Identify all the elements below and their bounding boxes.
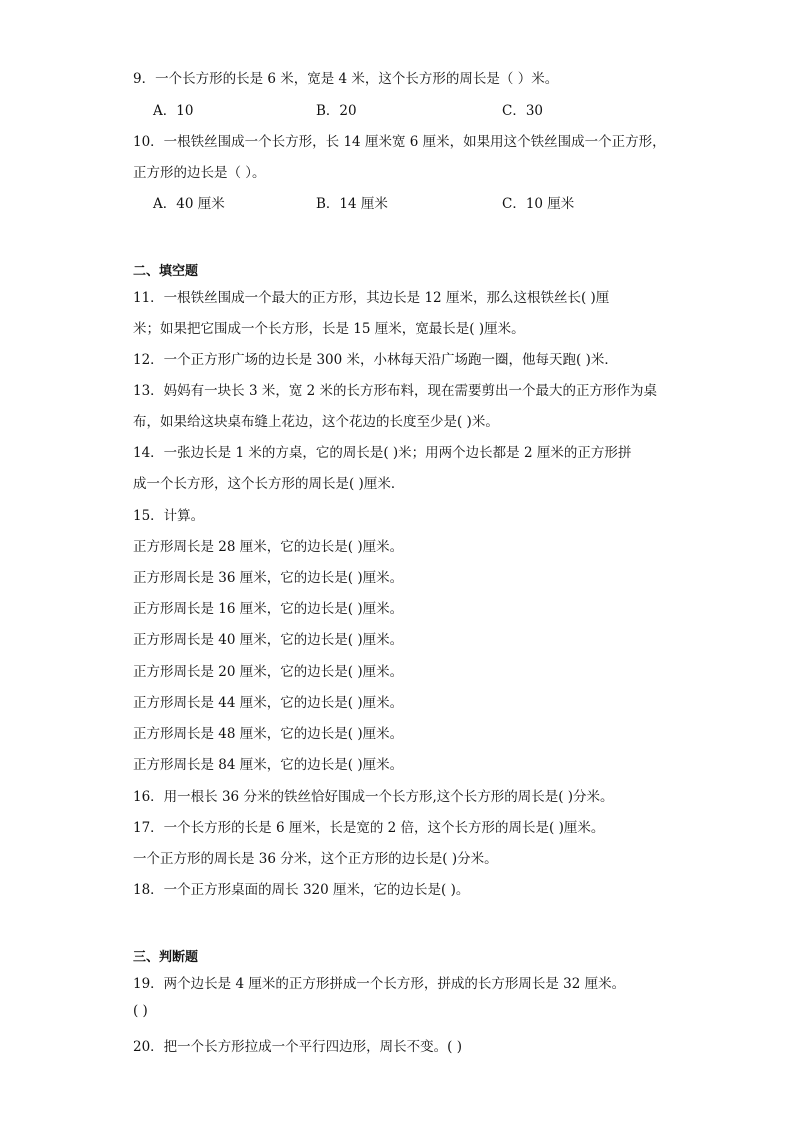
q15-item-1: 正方形周长是 28 厘米，它的边长是( )厘米。 xyxy=(133,539,404,555)
question-13-line-1: 13．妈妈有一块长 3 米，宽 2 米的长方形布料，现在需要剪出一个最大的正方形作为桌 xyxy=(133,383,658,399)
question-10-line-2: 正方形的边长是（ ）。 xyxy=(133,165,266,181)
q15-item-4: 正方形周长是 40 厘米，它的边长是( )厘米。 xyxy=(133,632,404,648)
question-17-line-1: 17．一个长方形的长是 6 厘米，长是宽的 2 倍，这个长方形的周长是( )厘米。 xyxy=(133,820,605,836)
question-17-line-2: 一个正方形的周长是 36 分米，这个正方形的边长是( )分米。 xyxy=(133,851,498,867)
question-11-line-2: 米；如果把它围成一个长方形，长是 15 厘米，宽最长是( )厘米。 xyxy=(133,321,525,337)
question-16: 16．用一根长 36 分米的铁丝恰好围成一个长方形,这个长方形的周长是( )分米。 xyxy=(133,789,614,805)
question-13-line-2: 布，如果给这块桌布缝上花边，这个花边的长度至少是( )米。 xyxy=(133,414,499,430)
q9-option-c: C．30 xyxy=(502,103,544,119)
q9-option-a: A．10 xyxy=(153,103,194,119)
section-fill-in-heading: 二、填空题 xyxy=(133,264,199,279)
q15-item-2: 正方形周长是 36 厘米，它的边长是( )厘米。 xyxy=(133,570,404,586)
question-19-line-1: 19．两个边长是 4 厘米的正方形拼成一个长方形，拼成的长方形周长是 32 厘米。 xyxy=(133,976,626,992)
question-14-line-1: 14．一张边长是 1 米的方桌，它的周长是( )米；用两个边长都是 2 厘米的正方形拼 xyxy=(133,445,632,461)
question-15-title: 15．计算。 xyxy=(133,508,205,524)
q10-option-a: A．40 厘米 xyxy=(153,196,225,212)
question-14-line-2: 成一个长方形，这个长方形的周长是( )厘米． xyxy=(133,476,405,492)
q15-item-7: 正方形周长是 48 厘米，它的边长是( )厘米。 xyxy=(133,726,404,742)
q10-option-b: B．14 厘米 xyxy=(316,196,388,212)
question-20: 20．把一个长方形拉成一个平行四边形，周长不变。( ) xyxy=(133,1039,463,1055)
question-11-line-1: 11．一根铁丝围成一个最大的正方形，其边长是 12 厘米，那么这根铁丝长( )厘 xyxy=(133,290,610,306)
q15-item-5: 正方形周长是 20 厘米，它的边长是( )厘米。 xyxy=(133,664,404,680)
question-10-line-1: 10．一根铁丝围成一个长方形，长 14 厘米宽 6 厘米，如果用这个铁丝围成一个正方形， xyxy=(133,134,666,150)
question-9: 9．一个长方形的长是 6 米，宽是 4 米，这个长方形的周长是（ ）米。 xyxy=(133,71,559,87)
question-18: 18．一个正方形桌面的周长 320 厘米，它的边长是( )。 xyxy=(133,882,470,898)
question-19-answer-blank: ( ) xyxy=(133,1003,148,1019)
q10-option-c: C．10 厘米 xyxy=(502,196,575,212)
q15-item-8: 正方形周长是 84 厘米，它的边长是( )厘米。 xyxy=(133,757,404,773)
section-true-false-heading: 三、判断题 xyxy=(133,950,199,965)
q9-option-b: B．20 xyxy=(316,103,357,119)
question-12: 12．一个正方形广场的边长是 300 米，小林每天沿广场跑一圈，他每天跑( )米． xyxy=(133,352,618,368)
q15-item-6: 正方形周长是 44 厘米，它的边长是( )厘米。 xyxy=(133,695,404,711)
q15-item-3: 正方形周长是 16 厘米，它的边长是( )厘米。 xyxy=(133,601,404,617)
